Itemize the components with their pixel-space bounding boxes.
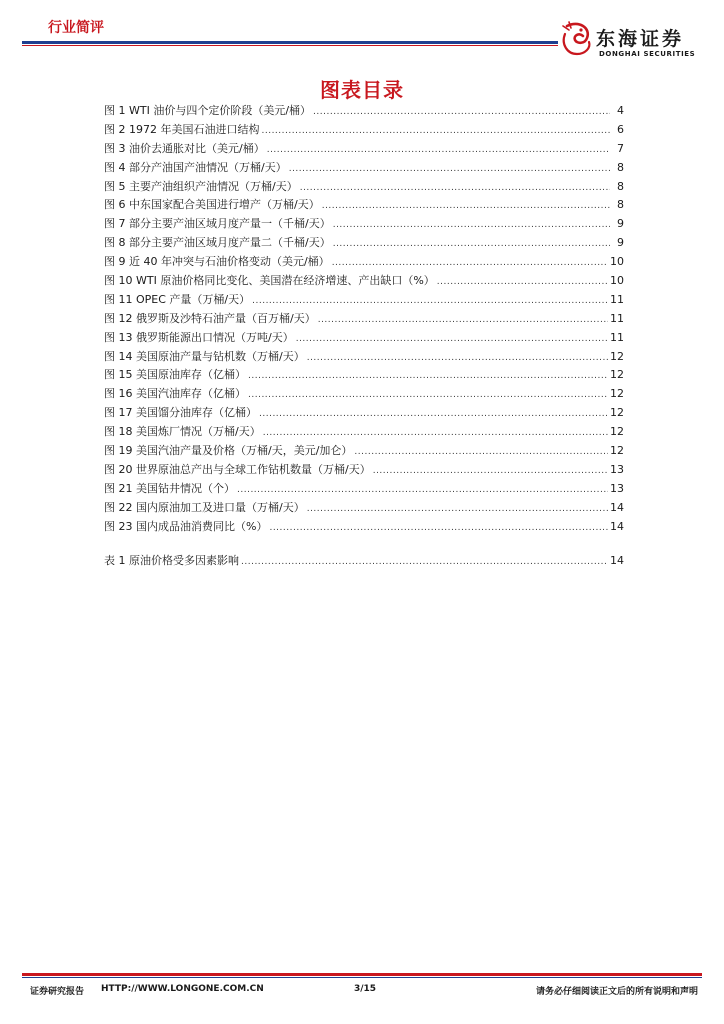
dot-leader <box>259 405 608 424</box>
figure-entry-label: 图 17 美国馏分油库存（亿桶） <box>104 406 257 420</box>
figure-entry-page: 12 <box>610 387 624 401</box>
dot-leader <box>252 292 608 311</box>
figure-entry-label: 图 9 近 40 年冲突与石油价格变动（美元/桶） <box>104 255 330 269</box>
figure-entry-page: 8 <box>617 198 624 212</box>
figure-entry[interactable] <box>104 461 624 480</box>
figure-entry-label: 图 23 国内成品油消费同比（%） <box>104 519 268 533</box>
header-rule-accent <box>22 45 558 46</box>
figure-entry-page: 12 <box>610 425 624 439</box>
footer-page-number: 3/15 <box>354 984 377 994</box>
figure-entry[interactable] <box>104 348 624 367</box>
figure-entry[interactable] <box>104 329 624 348</box>
figure-entry-page: 10 <box>610 274 624 288</box>
figure-entry-label: 图 12 俄罗斯及沙特石油产量（百万桶/天） <box>104 311 316 325</box>
dot-leader <box>263 424 608 443</box>
figure-entry-page: 14 <box>610 500 624 514</box>
figure-entry-label: 图 21 美国钻井情况（个） <box>104 481 235 495</box>
header-tag: 行业简评 <box>48 20 104 36</box>
figure-entry-label: 图 6 中东国家配合美国进行增产（万桶/天） <box>104 198 320 212</box>
figure-entry-label: 图 4 部分产油国产油情况（万桶/天） <box>104 160 287 174</box>
dot-leader <box>437 273 608 292</box>
figure-entry-label: 图 18 美国炼厂情况（万桶/天） <box>104 425 261 439</box>
figure-entry-label: 图 3 油价去通胀对比（美元/桶） <box>104 141 265 155</box>
figure-entry[interactable] <box>104 215 624 234</box>
figure-entry[interactable] <box>104 291 624 310</box>
dot-leader <box>313 103 610 122</box>
toc-gap <box>104 536 624 552</box>
figure-entry[interactable] <box>104 272 624 291</box>
dot-leader <box>318 311 608 330</box>
figure-entry[interactable] <box>104 310 624 329</box>
company-logo <box>559 20 709 62</box>
logo-text-en: DONGHAI SECURITIES <box>599 50 696 58</box>
figure-entry[interactable] <box>104 442 624 461</box>
figure-entry-label: 图 7 部分主要产油区域月度产量一（千桶/天） <box>104 217 331 231</box>
figure-entry-page: 12 <box>610 444 624 458</box>
table-entry-label: 表 1 原油价格受多因素影响 <box>104 554 239 568</box>
figure-entry-page: 12 <box>610 406 624 420</box>
figure-entry[interactable] <box>104 518 624 537</box>
figure-entry[interactable] <box>104 423 624 442</box>
figure-entry[interactable] <box>104 102 624 121</box>
figure-entry-label: 图 15 美国原油库存（亿桶） <box>104 368 246 382</box>
figure-entry[interactable] <box>104 159 624 178</box>
dot-leader <box>269 519 608 538</box>
figure-entry[interactable] <box>104 196 624 215</box>
figure-list <box>104 102 624 536</box>
figure-entry-page: 12 <box>610 368 624 382</box>
figure-entry-page: 11 <box>610 292 624 306</box>
dot-leader <box>333 216 610 235</box>
figure-entry-label: 图 1 WTI 油价与四个定价阶段（美元/桶） <box>104 104 312 117</box>
figure-entry[interactable] <box>104 234 624 253</box>
figure-entry-page: 6 <box>617 122 624 136</box>
figure-entry-page: 10 <box>610 255 624 269</box>
figure-entry-label: 图 11 OPEC 产量（万桶/天） <box>104 292 251 306</box>
dot-leader <box>300 179 610 198</box>
figure-entry-label: 图 5 主要产油组织产油情况（万桶/天） <box>104 179 298 193</box>
figure-entry-page: 8 <box>617 179 624 193</box>
header-rule <box>22 41 558 44</box>
figure-entry[interactable] <box>104 499 624 518</box>
figure-entry-page: 13 <box>610 462 624 476</box>
dot-leader <box>373 462 608 481</box>
figure-entry-label: 图 20 世界原油总产出与全球工作钻机数量（万桶/天） <box>104 462 371 476</box>
figure-entry-label: 图 13 俄罗斯能源出口情况（万吨/天） <box>104 330 294 344</box>
dot-leader <box>307 500 608 519</box>
table-list <box>104 552 624 571</box>
footer-rule <box>22 973 702 976</box>
figure-entry-page: 8 <box>617 160 624 174</box>
dot-leader <box>248 386 608 405</box>
dot-leader <box>333 235 610 254</box>
figure-entry[interactable] <box>104 253 624 272</box>
figure-entry-label: 图 14 美国原油产量与钻机数（万桶/天） <box>104 349 305 363</box>
dot-leader <box>261 122 610 141</box>
figure-entry-page: 13 <box>610 481 624 495</box>
figure-entry-page: 9 <box>617 217 624 231</box>
figure-entry[interactable] <box>104 385 624 404</box>
dot-leader <box>296 330 608 349</box>
dot-leader <box>332 254 608 273</box>
figure-entry-page: 11 <box>610 330 624 344</box>
footer-report-type: 证券研究报告 <box>30 987 85 997</box>
figure-entry-page: 4 <box>617 104 624 117</box>
footer-url-link[interactable]: HTTP://WWW.LONGONE.COM.CN <box>101 984 264 994</box>
figure-entry-label: 图 22 国内原油加工及进口量（万桶/天） <box>104 500 305 514</box>
dot-leader <box>237 481 608 500</box>
dragon-logo-icon <box>559 20 595 60</box>
toc-list <box>104 102 624 571</box>
footer-rule-accent <box>22 977 702 978</box>
figure-entry-page: 12 <box>610 349 624 363</box>
figure-entry-label: 图 19 美国汽油产量及价格（万桶/天，美元/加仑） <box>104 444 353 458</box>
figure-entry-page: 7 <box>617 141 624 155</box>
figure-entry[interactable] <box>104 480 624 499</box>
figure-entry-label: 图 10 WTI 原油价格同比变化、美国潜在经济增速、产出缺口（%） <box>104 274 435 288</box>
figure-entry[interactable] <box>104 404 624 423</box>
figure-entry[interactable] <box>104 178 624 197</box>
figure-entry-page: 9 <box>617 236 624 250</box>
dot-leader <box>354 443 608 462</box>
table-entry[interactable] <box>104 552 624 571</box>
figure-entry[interactable] <box>104 140 624 159</box>
figure-entry-label: 图 2 1972 年美国石油进口结构 <box>104 122 260 136</box>
table-entry-page: 14 <box>610 554 624 568</box>
dot-leader <box>241 553 608 572</box>
logo-text-cn: 东海证券 <box>596 28 685 50</box>
footer-disclaimer: 请务必仔细阅读正文后的所有说明和声明 <box>535 987 698 997</box>
dot-leader <box>289 160 610 179</box>
figure-entry[interactable] <box>104 366 624 385</box>
dot-leader <box>248 367 608 386</box>
figure-entry-label: 图 16 美国汽油库存（亿桶） <box>104 387 246 401</box>
dot-leader <box>322 197 610 216</box>
figure-entry[interactable] <box>104 121 624 140</box>
dot-leader <box>267 141 610 160</box>
figure-entry-page: 11 <box>610 311 624 325</box>
figure-entry-page: 14 <box>610 519 624 533</box>
figure-entry-label: 图 8 部分主要产油区域月度产量二（千桶/天） <box>104 236 331 250</box>
dot-leader <box>307 349 608 368</box>
page-title: 图表目录 <box>320 78 404 102</box>
